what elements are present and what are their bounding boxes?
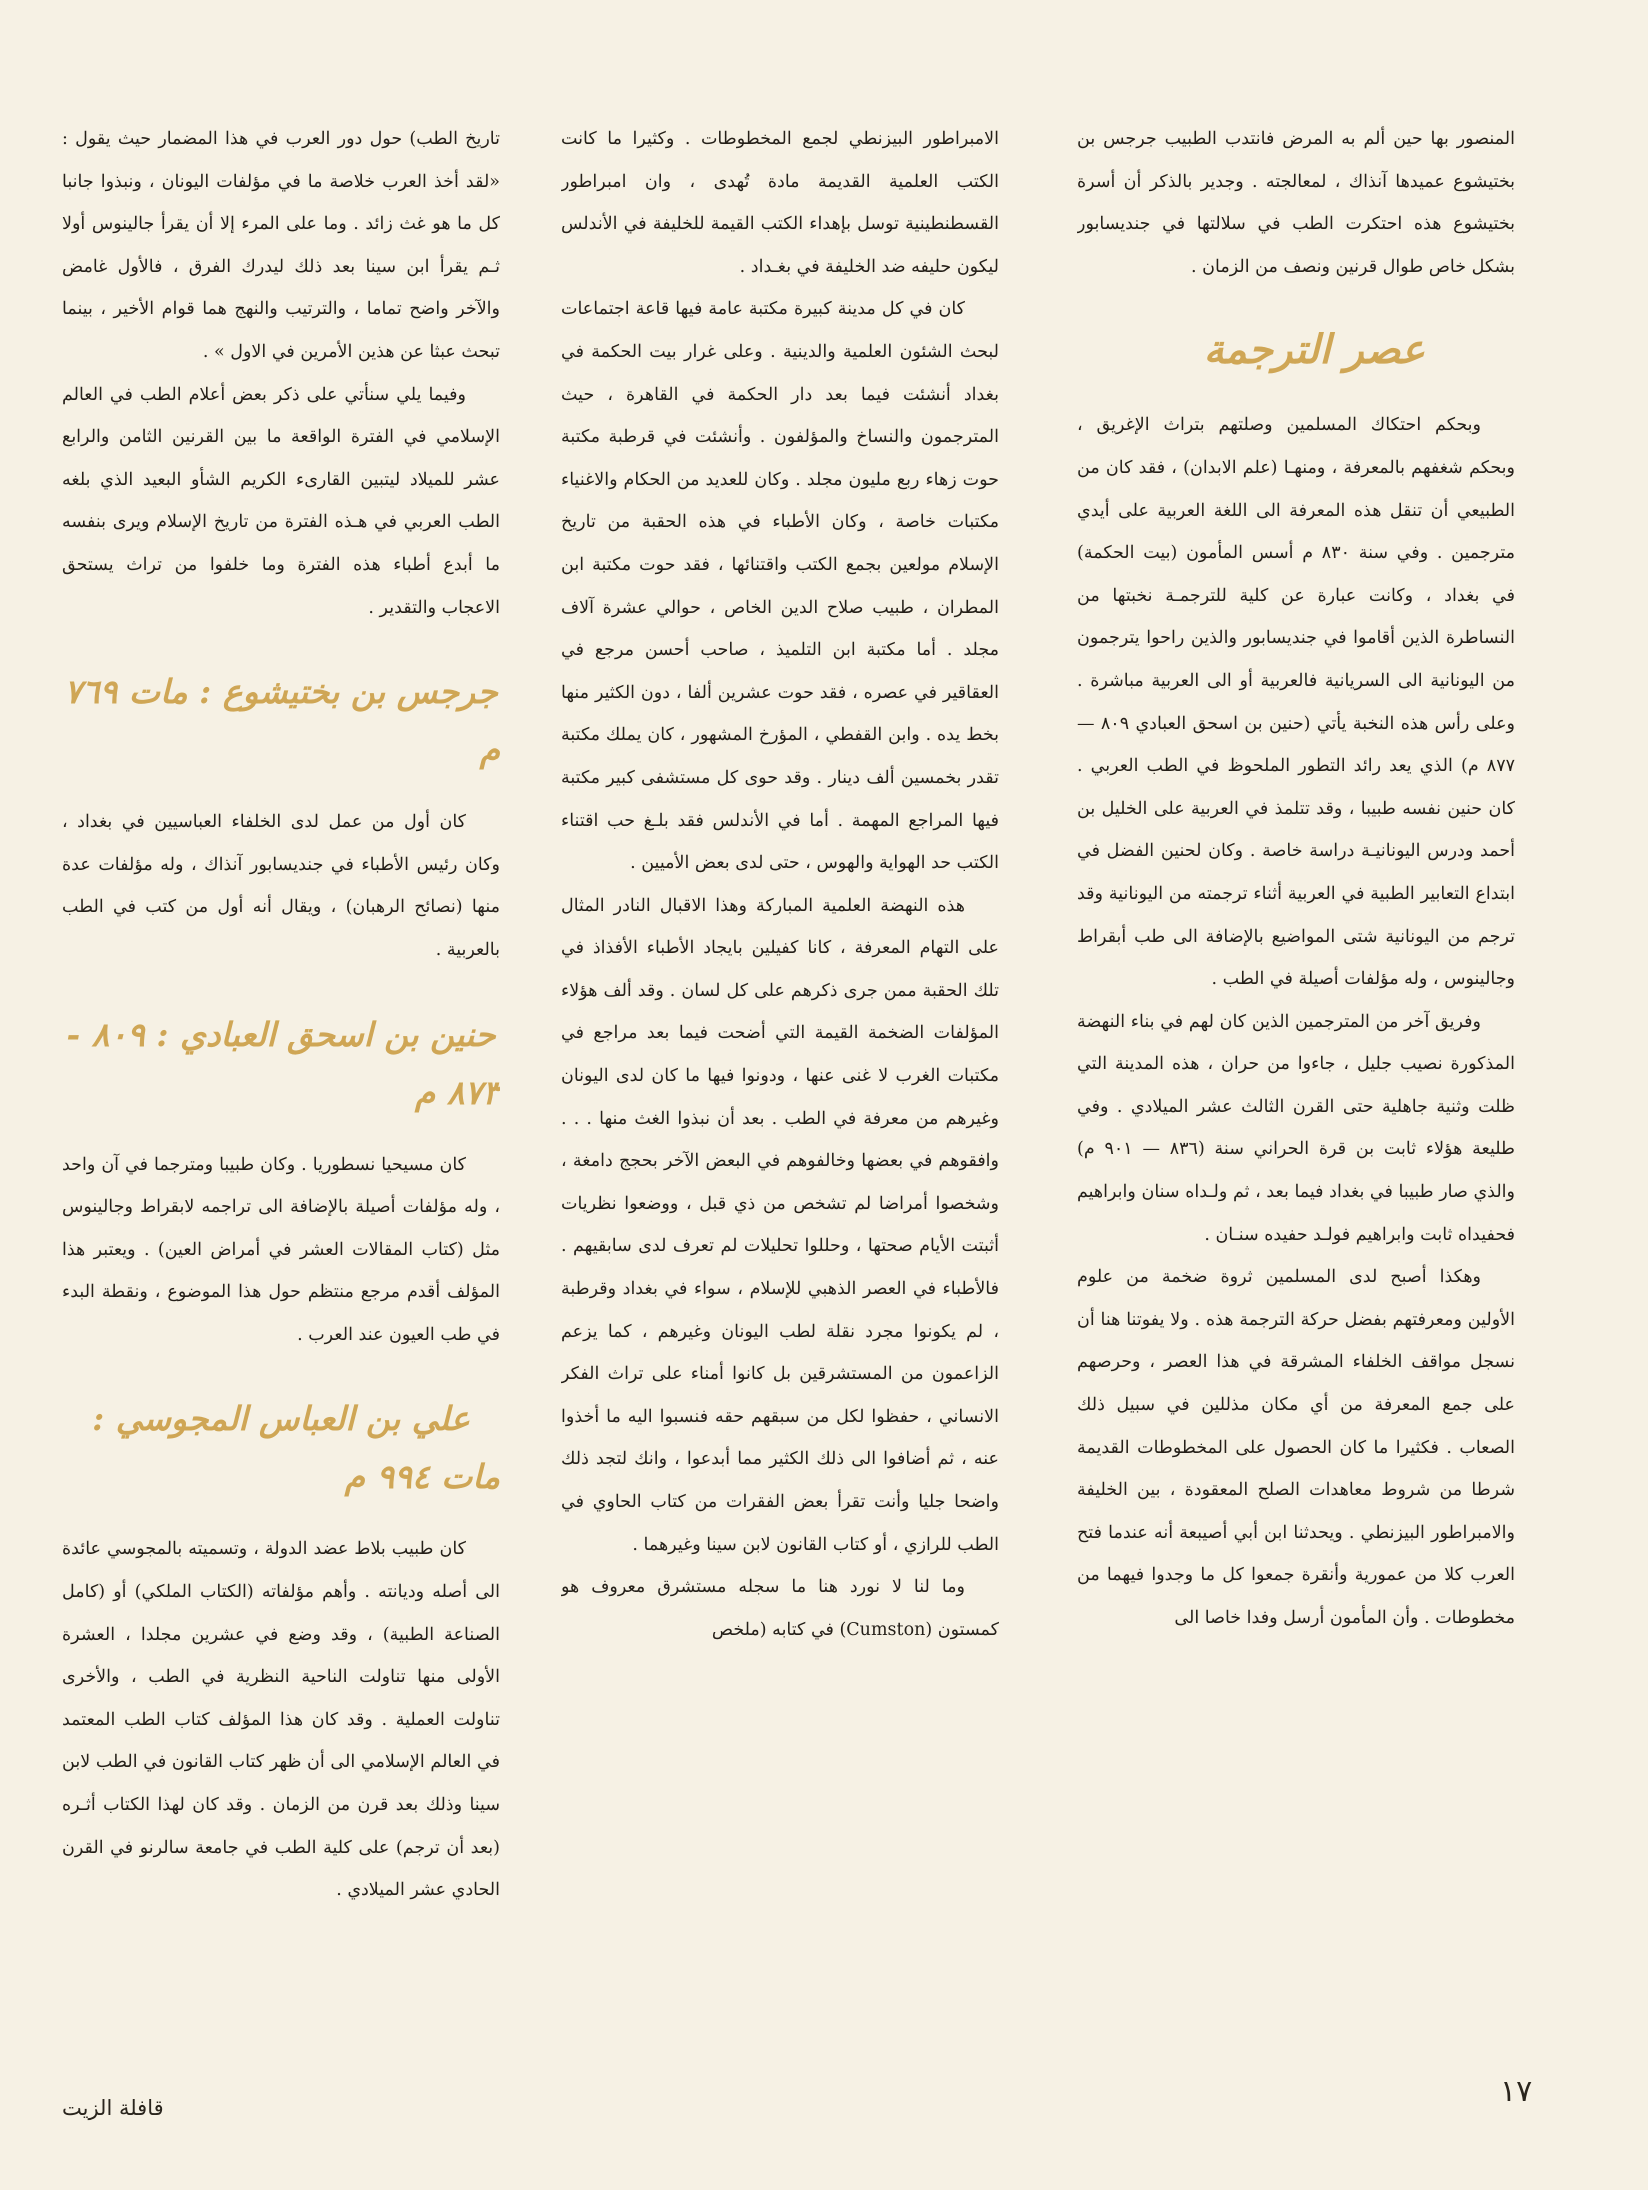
paragraph: كان طبيب بلاط عضد الدولة ، وتسميته بالمجوسي عائدة الى أصله وديانته . وأهم مؤلفاته (الكتاب الملكي) أو (كامل الصناعة الطبية) ، وقد وضع في عشرين مجلدا ، العشرة الأولى منها تناولت الناحية النظرية في الطب ، والأخرى تناولت العملية . وقد كان هذا المؤلف كتاب الطب المعتمد في العالم الإسلامي الى أن ظهر كتاب القانون في الطب لابن سينا وذلك بعد قرن من الزمان . وقد كان لهذا الكتاب أثـره (بعد أن ترجم) على كلية الطب في جامعة سالرنو في القرن الحادي عشر الميلادي . (62, 1539, 500, 1901)
heading-hunayn-ibn-ishaq: حنين بن اسحق العبادي : ٨٠٩ - ٨٧٣ م (66, 1014, 500, 1112)
paragraph: كان مسيحيا نسطوريا . وكان طبيبا ومترجما في آن واحد ، وله مؤلفات أصيلة بالإضافة الى تراجمه لابقراط وجالينوس مثل (كتاب المقالات العشر في أمراض العين) . ويعتبر هذا المؤلف أقدم مرجع منتظم حول هذا الموضوع ، ونقطة البدء في طب العيون عند العرب . (62, 1154, 500, 1345)
article-column-middle (561, 118, 999, 2048)
heading-jurjis-bukhtishu: جرجس بن بختيشوع : مات ٧٦٩ م (64, 672, 500, 770)
paragraph: وبحكم احتكاك المسلمين وصلتهم بتراث الإغريق ، وبحكم شغفهم بالمعرفة ، ومنهـا (علم الابدان) ، فقد كان من الطبيعي أن تنقل هذه المعرفة الى اللغة العربية على أيدي مترجمين . وفي سنة ٨٣٠ م أسس المأمون (بيت الحكمة) في بغداد ، وكانت عبارة عن كلية للترجمـة نخبتها من النساطرة الذين أقاموا في جنديسابور والذين راحوا يترجمون من اليونانية الى السريانية فالعربية أو الى العربية مباشرة . وعلى رأس هذه النخبة يأتي (حنين بن اسحق العبادي ٨٠٩ — ٨٧٧ م) الذي يعد رائد التطور الملحوظ في الطب العربي . كان حنين نفسه طبيبا ، وقد تتلمذ في العربية على الخليل بن أحمد ودرس اليونانيـة دراسة خاصة . وكان لحنين الفضل في ابتداع التعابير الطبية في العربية أثناء ترجمته من اليونانية وقد ترجم من اليونانية شتى المواضيع بالإضافة الى طب أبقراط وجالينوس ، وله مؤلفات أصيلة في الطب . (1077, 415, 1515, 990)
paragraph: كان أول من عمل لدى الخلفاء العباسيين في بغداد ، وكان رئيس الأطباء في جنديسابور آنذاك ، وله مؤلفات عدة منها (نصائح الرهبان) ، ويقال أنه أول من كتب في الطب بالعربية . (62, 812, 500, 960)
paragraph: وما لنا لا نورد هنا ما سجله مستشرق معروف هو كمستون (Cumston) في كتابه (ملخص (561, 1577, 999, 1640)
magazine-title: قافلة الزيت (62, 2096, 164, 2120)
article-column-left (62, 118, 500, 2048)
paragraph: كان في كل مدينة كبيرة مكتبة عامة فيها قاعة اجتماعات لبحث الشئون العلمية والدينية . وعلى غرار بيت الحكمة في بغداد أنشئت فيما بعد دار الحكمة في القاهرة ، حيث المترجمون والنساخ والمؤلفون . وأنشئت في قرطبة مكتبة حوت زهاء ربع مليون مجلد . وكان للعديد من الحكام والاغنياء مكتبات خاصة ، وكان الأطباء في هذه الحقبة من تاريخ الإسلام مولعين بجمع الكتب واقتنائها ، فقد حوت مكتبة ابن المطران ، طبيب صلاح الدين الخاص ، حوالي عشرة آلاف مجلد . أما مكتبة ابن التلميذ ، صاحب أحسن مرجع في العقاقير في عصره ، فقد حوت عشرين ألفا ، دون الكثير منها بخط يده . وابن القفطي ، المؤرخ المشهور ، كان يملك مكتبة تقدر بخمسين ألف دينار . وقد حوى كل مستشفى كبير مكتبة فيها المراجع المهمة . أما في الأندلس فقد بلـغ حب اقتناء الكتب حد الهواية والهوس ، حتى لدى بعض الأميين . (561, 299, 999, 874)
heading-ali-ibn-abbas: علي بن العباس المجوسي : مات ٩٩٤ م (92, 1399, 500, 1497)
paragraph: وهكذا أصبح لدى المسلمين ثروة ضخمة من علوم الأولين ومعرفتهم بفضل حركة الترجمة هذه . ولا يفوتنا هنا أن نسجل مواقف الخلفاء المشرقة في هذا العصر ، وحرصهم على جمع المعرفة من أي مكان مذللين في سبيل ذلك الصعاب . فكثيرا ما كان الحصول على المخطوطات القديمة شرطا من شروط معاهدات الصلح المعقودة ، بين الخليفة والامبراطور البيزنطي . ويحدثنا ابن أبي أصيبعة أنه عندما فتح العرب كلا من عمورية وأنقرة جمعوا كل ما وجدوا فيهما من مخطوطات . وأن المأمون أرسل وفدا خاصا الى (1077, 1267, 1515, 1628)
paragraph: هذه النهضة العلمية المباركة وهذا الاقبال النادر المثال على التهام المعرفة ، كانا كفيلين بايجاد الأطباء الأفذاذ في تلك الحقبة ممن جرى ذكرهم على كل لسان . وقد ألف هؤلاء المؤلفات الضخمة القيمة التي أضحت فيما بعد مراجع في مكتبات الغرب لا غنى عنها ، ودونوا فيها ما كان لدى اليونان وغيرهم من معرفة في الطب . بعد أن نبذوا الغث منها . . . وافقوهم في بعضها وخالفوهم في البعض الآخر بحجج دامغة ، وشخصوا أمراضا لم تشخص من ذي قبل ، ووضعوا نظريات أثبتت الأيام صحتها ، وحللوا تحليلات لم تعرف لدى سابقيهم . فالأطباء في العصر الذهبي للإسلام ، سواء في بغداد وقرطبة ، لم يكونوا مجرد نقلة لطب اليونان وغيرهم ، كما يزعم الزاعمون من المستشرقين بل كانوا أمناء على تراث الفكر الانساني ، حفظوا لكل من سبقهم حقه فنسبوا اليه ما أخذوا عنه ، ثم أضافوا الى ذلك الكثير مما أبدعوا ، وانك لتجد ذلك واضحا جليا وأنت تقرأ بعض الفقرات من كتاب الحاوي في الطب للرازي ، أو كتاب القانون لابن سينا وغيرهما . (561, 895, 999, 1555)
paragraph: المنصور بها حين ألم به المرض فانتدب الطبيب جرجس بن بختيشوع عميدها آنذاك ، لمعالجته . وجدير بالذكر أن أسرة بختيشوع هذه احتكرت الطب في سلالتها في جنديسابور بشكل خاص طوال قرنين ونصف من الزمان . (1077, 129, 1515, 277)
paragraph: تاريخ الطب) حول دور العرب في هذا المضمار حيث يقول : «لقد أخذ العرب خلاصة ما في مؤلفات اليونان ، ونبذوا جانبا كل ما هو غث زائد . وما على المرء إلا أن يقرأ جالينوس أولا ثـم يقرأ ابن سينا بعد ذلك ليدرك الفرق ، فالأول غامض والآخر واضح تماما ، والترتيب والنهج هما قوام الأخير ، بينما تبحث عبثا عن هذين الأمرين في الاول » . (62, 129, 500, 362)
paragraph: وفيما يلي سنأتي على ذكر بعض أعلام الطب في العالم الإسلامي في الفترة الواقعة ما بين القرنين الثامن والرابع عشر للميلاد ليتبين القارىء الكريم الشأو البعيد الذي بلغه الطب العربي في هـذه الفترة من تاريخ الإسلام ويرى بنفسه ما أبدع أطباء هذه الفترة وما خلفوا من تراث يستحق الاعجاب والتقدير . (62, 384, 500, 618)
page-number: ١٧ (1500, 2074, 1533, 2109)
paragraph: الامبراطور البيزنطي لجمع المخطوطات . وكثيرا ما كانت الكتب العلمية القديمة مادة تُهدى ، وان امبراطور القسطنطينية توسل بإهداء الكتب القيمة للخليفة في الأندلس ليكون حليفه ضد الخليفة في بغـداد . (561, 129, 999, 277)
article-column-right (1077, 118, 1515, 2048)
section-heading-translation-era: عصر الترجمة (1203, 326, 1425, 374)
paragraph: وفريق آخر من المترجمين الذين كان لهم في بناء النهضة المذكورة نصيب جليل ، جاءوا من حران ، هذه المدينة التي ظلت وثنية جاهلية حتى القرن الثالث عشر الميلادي . وفي طليعة هؤلاء ثابت بن قرة الحراني سنة (٨٣٦ — ٩٠١ م) والذي صار طبيبا في بغداد فيما بعد ، ثم ولـداه سنان وابراهيم فحفيداه ثابت وابراهيم فولـد حفيده سنـان . (1077, 1011, 1515, 1245)
